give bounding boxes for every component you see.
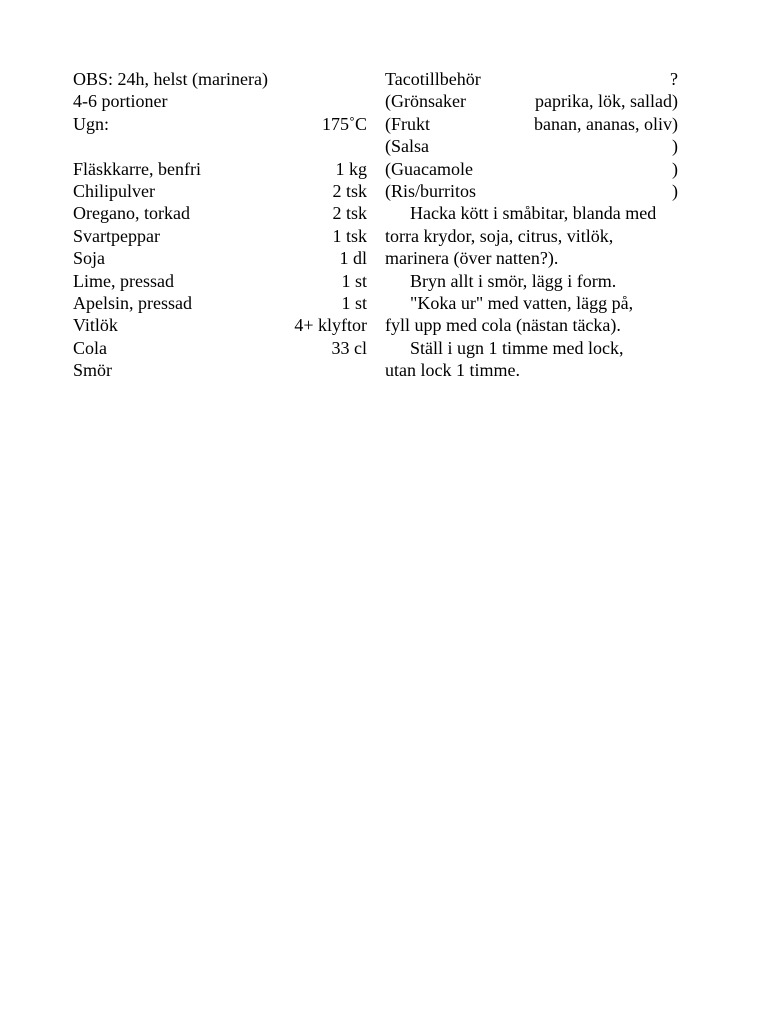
ingredient-amount: 2 tsk: [332, 203, 367, 224]
ingredient-name: Chilipulver: [73, 180, 155, 201]
ingredient-amount: 2 tsk: [332, 180, 367, 201]
accessory-detail: ): [672, 180, 678, 201]
accessory-row: [385, 90, 678, 112]
left-column: [73, 68, 367, 381]
note-label: OBS: 24h, helst (marinera): [73, 69, 268, 89]
accessory-name: (Guacamole: [385, 158, 473, 179]
ingredient-name: Soja: [73, 248, 106, 269]
ingredient-name: Oregano, torkad: [73, 203, 190, 224]
accessory-row: [385, 135, 678, 157]
ingredient-row: [73, 247, 367, 269]
instruction-line: marinera (över natten?).: [385, 248, 559, 269]
ingredient-name: Smör: [73, 360, 113, 381]
ingredient-name: Cola: [73, 337, 107, 358]
ingredient-row: [73, 158, 367, 180]
instruction-line: torra krydor, soja, citrus, vitlök,: [385, 225, 614, 246]
ingredient-amount: 1 dl: [339, 248, 367, 269]
accessory-row: [385, 158, 678, 180]
ingredient-name: Apelsin, pressad: [73, 292, 192, 313]
accessory-row: [385, 180, 678, 202]
accessories-title: Tacotillbehör: [385, 69, 481, 89]
ingredient-amount: 33 cl: [331, 337, 367, 358]
ingredient-row: [73, 180, 367, 202]
instruction-line: fyll upp med cola (nästan täcka).: [385, 315, 621, 336]
instructions: [385, 202, 678, 381]
ingredient-row: [73, 359, 367, 381]
accessories-question-mark: ?: [670, 69, 678, 89]
ingredient-amount: 4+ klyftor: [294, 315, 367, 336]
oven-temperature: 175˚C: [322, 113, 367, 134]
accessory-name: (Grönsaker: [385, 91, 466, 112]
ingredient-row: [73, 225, 367, 247]
note-row: [73, 68, 367, 90]
portions-label: 4-6 portioner: [73, 91, 168, 112]
ingredient-amount: 1 st: [341, 270, 367, 291]
accessory-detail: banan, ananas, oliv): [534, 113, 678, 134]
ingredient-name: Lime, pressad: [73, 270, 174, 291]
ingredient-row: [73, 314, 367, 336]
ingredient-name: Svartpeppar: [73, 225, 160, 246]
ingredient-amount: 1 kg: [335, 158, 367, 179]
ingredient-row: [73, 270, 367, 292]
ingredient-amount: 1 st: [341, 292, 367, 313]
instruction-line: utan lock 1 timme.: [385, 360, 520, 381]
ingredient-list: [73, 158, 367, 382]
ingredient-row: [73, 337, 367, 359]
ingredient-row: [73, 202, 367, 224]
accessories-title-row: [385, 68, 678, 90]
instruction-line: "Koka ur" med vatten, lägg på,: [410, 292, 634, 313]
oven-row: [73, 113, 367, 135]
accessory-name: (Ris/burritos: [385, 180, 477, 201]
accessory-name: (Salsa: [385, 136, 429, 157]
right-column: [385, 68, 678, 381]
accessory-detail: ): [672, 136, 678, 157]
instruction-line: Bryn allt i smör, lägg i form.: [410, 270, 617, 291]
ingredient-name: Fläskkarre, benfri: [73, 158, 201, 179]
ingredient-row: [73, 292, 367, 314]
ingredient-amount: 1 tsk: [332, 225, 367, 246]
ingredient-name: Vitlök: [73, 315, 118, 336]
accessory-row: [385, 113, 678, 135]
instruction-line: Hacka kött i småbitar, blanda med: [410, 203, 657, 224]
accessory-detail: ): [672, 158, 678, 179]
instruction-line: Ställ i ugn 1 timme med lock,: [410, 337, 624, 358]
oven-label: Ugn:: [73, 113, 109, 134]
accessory-name: (Frukt: [385, 113, 430, 134]
accessory-detail: paprika, lök, sallad): [535, 91, 678, 112]
portions-row: [73, 90, 367, 112]
spacer: [73, 135, 367, 157]
